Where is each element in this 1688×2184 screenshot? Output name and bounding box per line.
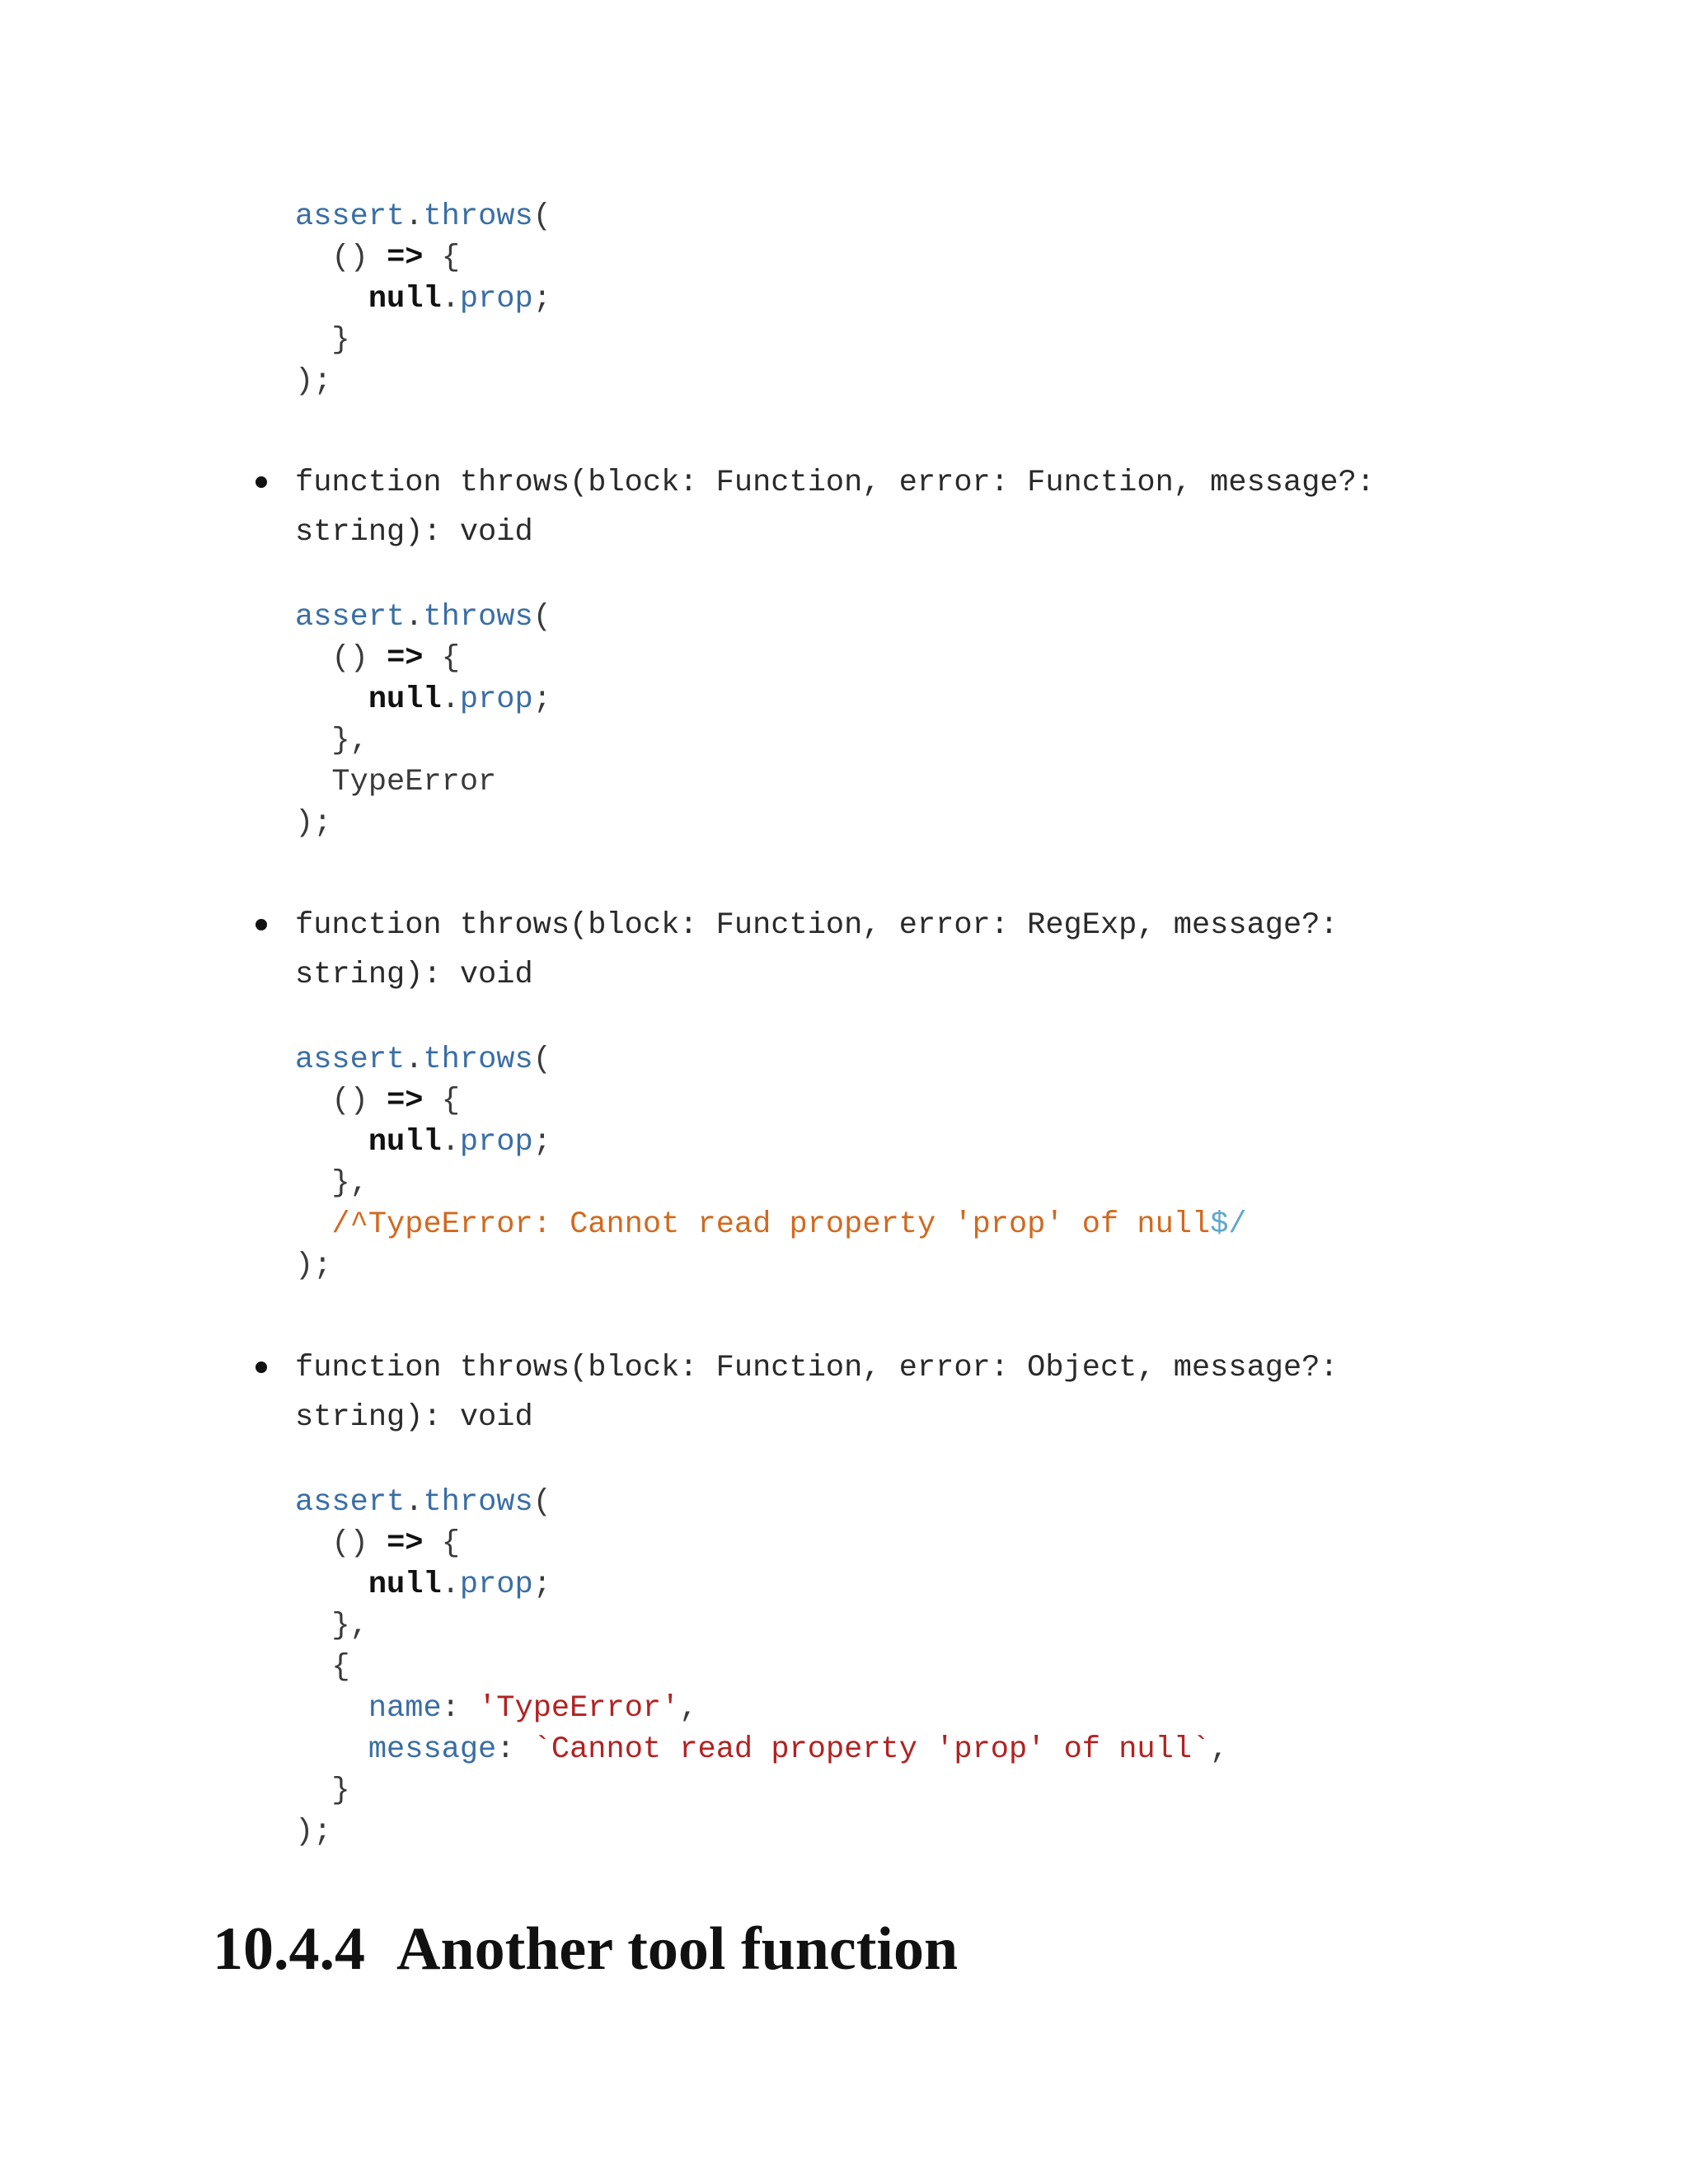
code-token: }, (331, 724, 368, 758)
code-token: { (441, 1084, 460, 1118)
code-token: ( (532, 1485, 551, 1520)
signature-line: string): void (295, 958, 533, 992)
code-token: assert (295, 1485, 406, 1520)
code-token: => (387, 641, 424, 676)
code-token: ); (295, 364, 332, 399)
code-token: ; (532, 282, 551, 316)
code-token: ); (295, 1815, 332, 1849)
code-token: throws (423, 1043, 533, 1077)
code-token: assert (295, 600, 406, 635)
section-title: Another tool function (396, 1915, 959, 1983)
code-token: } (331, 323, 350, 358)
function-signature (295, 901, 1339, 1000)
string-token: 'TypeError' (478, 1691, 680, 1726)
function-signature (295, 1343, 1339, 1442)
code-token: () (331, 1526, 368, 1561)
code-token: name (368, 1691, 442, 1726)
code-token: TypeError (331, 765, 497, 799)
signature-line: function throws(block: Function, error: Object, message?: (295, 1351, 1339, 1385)
code-token: throws (423, 600, 533, 635)
code-token: ; (532, 682, 551, 717)
code-token: prop (459, 282, 533, 316)
bullet-icon (256, 919, 267, 930)
code-token: message (368, 1732, 497, 1767)
code-token: ( (532, 600, 551, 635)
code-token: ; (532, 1125, 551, 1160)
code-token: prop (459, 1568, 533, 1602)
code-token: ); (295, 1249, 332, 1283)
code-token: null (368, 282, 442, 316)
code-token: assert (295, 1043, 406, 1077)
section-number: 10.4.4 (213, 1915, 365, 1983)
signature-line: function throws(block: Function, error: Function, message?: (295, 466, 1376, 500)
code-token: ; (532, 1568, 551, 1602)
code-token: throws (423, 1485, 533, 1520)
code-token: prop (459, 682, 533, 717)
code-token: null (368, 1125, 442, 1160)
code-token: => (387, 1526, 424, 1561)
bullet-icon (256, 1361, 267, 1373)
section-heading (213, 1912, 958, 1986)
code-token: ); (295, 806, 332, 841)
code-example-2: assert.throws( () => { null.prop; }, TypeError ); (295, 600, 551, 841)
code-token: null (368, 682, 442, 717)
code-token: ( (532, 199, 551, 234)
bullet-icon (256, 476, 267, 488)
code-token: { (441, 241, 460, 275)
code-example-3: assert.throws( () => { null.prop; }, /^TypeError: Cannot read property 'prop' of null$/ ); (295, 1043, 1247, 1283)
string-token: `Cannot read property 'prop' of null` (532, 1732, 1211, 1767)
code-token: } (331, 1774, 350, 1808)
regex-token: $/ (1210, 1207, 1247, 1242)
code-token: throws (423, 199, 533, 234)
code-token: { (331, 1650, 350, 1685)
code-token: assert (295, 199, 406, 234)
code-token: }, (331, 1166, 368, 1201)
code-token: => (387, 241, 424, 275)
regex-token: TypeError: Cannot read property 'prop' of null (368, 1207, 1211, 1242)
code-token: => (387, 1084, 424, 1118)
signature-line: string): void (295, 515, 533, 550)
code-example-1: assert.throws( () => { null.prop; } ); (295, 199, 551, 399)
regex-token: /^ (331, 1207, 368, 1242)
signature-line: function throws(block: Function, error: RegExp, message?: (295, 908, 1339, 943)
code-token: prop (459, 1125, 533, 1160)
signature-line: string): void (295, 1400, 533, 1435)
code-token: () (331, 1084, 368, 1118)
code-example-4: assert.throws( () => { null.prop; }, { name: 'TypeError', message: `Cannot read property 'prop' of null`, } ); (295, 1485, 1229, 1849)
code-token: () (331, 641, 368, 676)
code-token: { (441, 1526, 460, 1561)
function-signature (295, 458, 1375, 557)
code-token: ( (532, 1043, 551, 1077)
code-token: }, (331, 1609, 368, 1643)
code-token: null (368, 1568, 442, 1602)
code-token: { (441, 641, 460, 676)
code-token: () (331, 241, 368, 275)
